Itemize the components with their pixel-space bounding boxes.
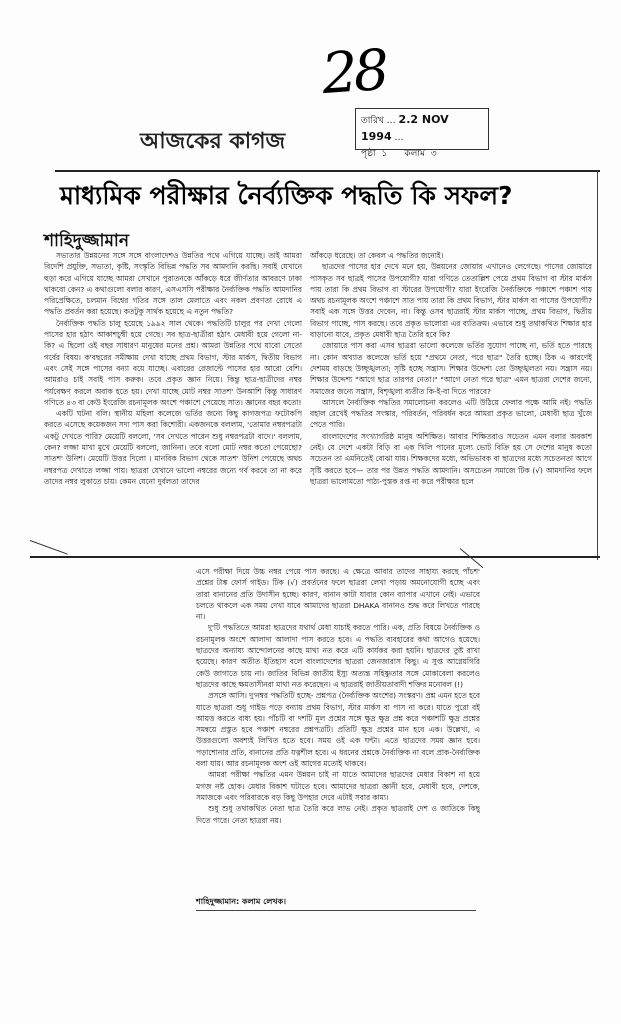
paragraph: প্রসঙ্গে আসি। দু'নম্বর পদ্ধতিটি হচ্ছে- প্রশ্নপত্র (নৈর্ব্যক্তিক অংশের) সংস্করণ। প্রশ্ন এমন হতে হবে যাতে ছাত্ররা শুধু গাইড পড়ে বন্যায় প্রথম বিভাগ, স্টার মার্কস বা পাস না করে। যাতে পুরো বই আয়ত্ত করতে বাধ্য হয়। পাঁচটি বা দশটি মূল প্রশ্নের সঙ্গে ক্ষুদ্র ক্ষুদ্র প্রশ্ন করে পঞ্চাশটি ক্ষুদ্র প্রশ্নের সমন্বয়ে প্রস্তুত হবে পঞ্চাশ নম্বরের প্রশ্নপত্রটি। প্রতিটি ক্ষুদ্র প্রশ্নের মান হবে এক। উল্লেখ্য, এ উত্তরগুলো অবশ্যই লিখিত হতে হবে। সময় ওই এক ঘন্টা। এতে ছাত্রদের সময় জ্ঞান হবে। পড়াশোনার প্রতি, বানানের প্রতি যত্নশীল হবে। এ ধরনের প্রশ্নকে নৈর্ব্যক্তিক না বলে প্রাক-নৈর্ব্যক্তিক বলা যায়। আর রচনামূলক অংশ ওই আগের মতোই থাকবে। (196, 691, 480, 769)
paragraph: আসলে নৈর্ব্যক্তিক পদ্ধতির সমালোচনা করলেও এটি উঠিয়ে ফেলার পক্ষে আমি নই। পদ্ধতি বহাল রেখেই পদ্ধতির সংস্কার, পরিবর্তন, পরিবর্ধন করে আমরা প্রকৃত ভালো, মেধাবী ছাত্র খুঁজে পেতে পারি। (310, 397, 592, 430)
article-byline: শাহিদুজ্জামান (44, 231, 130, 251)
paragraph: এসে পরীক্ষা দিয়ে উচ্চ নম্বর পেয়ে পাস করছে। এ ক্ষেত্রে আবার তাদের সাহায্য করছে পাঁচশ' প্রশ্নের টাঙ্ক ফোর্স গাইড। টিক (√) প্রবর্তনের ফলে ছাত্ররা লেখা পড়ায় অমনোযোগী হচ্ছে এবং তারা বানানের প্রতি উদাসীন হচ্ছে। কারণ, বানান কাটা যাবার কোন ব্যাপার এখানে নেই। এভাবে চলতে থাকলে এক সময় দেখা যাবে আমাদের ছাত্ররা DHAKA বানানও শুদ্ধ করে লিখতে পারছে না। (196, 567, 480, 622)
stamp-page-label: পৃষ্ঠা (361, 149, 376, 159)
article-continuation-column (196, 566, 480, 894)
stamp-date: 2.2 NOV 1994 (361, 113, 449, 143)
paragraph: আমরা পরীক্ষা পদ্ধতির এমন উন্নয়ন চাই না যাতে আমাদের ছাত্রদের মেধার বিকাশ না হয়ে মগজ নষ্ট হোক। মেধার বিকাশ ঘটাতে হবে। আমাদের ছাত্ররা জ্ঞানী হবে, মেধাবী হবে, দেশকে, সমাজকে এবং পরিবারকে বড় কিছু উপহার দেবে এটাই সবার কাম্য। (196, 770, 480, 802)
article-column-left (44, 250, 302, 550)
section-divider-rule (30, 556, 600, 558)
newspaper-masthead: আজকের কাগজ (140, 129, 286, 154)
paragraph: জোয়ারে পাস করা এসব ছাত্ররা ভালো কলেজে ভর্তির সুযোগ পাচ্ছে না, ভর্তি হতে পারছে না। কোন অখ্যাত কলেজে ভর্তি হয়ে "প্রথমে নেতা, পরে ছাত্র" তৈরি হচ্ছে। ঠিক এ কারণেই দেশময় বাড়ছে উচ্ছৃঙ্খলতা; সৃষ্টি হচ্ছে সন্ত্রাস। শিক্ষার উদ্দেশ্য তো উচ্ছৃঙ্খলতা নয়। সন্ত্রাস নয়। শিক্ষার উদ্দেশ্য "আগে ছাত্র তারপর নেতা।" "আগে নেতা পরে ছাত্র" এমন ছাত্ররা দেশের জন্যে, সমাজের জন্যে সন্ত্রাস, বিশৃঙ্খলা ব্যতীত কি-ই-বা দিতে পারবে? (310, 341, 592, 396)
paragraph: বাংলাদেশের সংখ্যাগরিষ্ঠ মানুষ অশিক্ষিত। আবার শিক্ষিতরাও সচেতন এমন বলার অবকাশ নেই। যে দেশে একটা বিড়ি বা এক খিলি পানের মূল্যে ভোট বিক্রি হয় সে দেশের মানুষ কতো সচেতন তা এমনিতেই বোঝা যায়। শিক্ষকদের মধ্যে, অভিভাবক বা ছাত্রদের মধ্যে সচেতনতা আগে সৃষ্টি করতে হবে— তার পর উন্নত পদ্ধতি আমদানি। অসচেতন সমাজে টিক (√) আমদানির ফলে ছাত্ররা ভালোমতো পাঠ্য-পুস্তক রপ্ত না করে পরীক্ষার হলে (310, 431, 592, 486)
article-column-right (310, 250, 592, 550)
end-rule (196, 910, 476, 911)
stamp-page-value: ১ (381, 149, 388, 159)
paragraph: শুধু শুধু তথাকথিত নেতা ছাত্র তৈরি করে লাভ নেই। প্রকৃত ছাত্ররাই দেশ ও জাতিকে কিছু দিতে পারে। নেতা ছাত্ররা নয়। (196, 804, 480, 825)
paragraph: আঁকড়ে ধরেছে। তা কেবল এ পদ্ধতির জন্যেই। (310, 251, 444, 260)
paragraph: দু'টি পদ্ধতিতে আমরা ছাত্রদের যথার্থ মেধা যাচাই করতে পারি। এক, প্রতি বিষয়ে নৈর্ব্যক্তিক ও রচনামূলক অংশে আলাদা আলাদা পাস করতে হবে। এ পদ্ধতি ব্যবহারের কথা আগেও হয়েছে। ছাত্রদের অন্যায্য আন্দোলনের কাছে মাথা নত করে এটি কার্যকর করা হয়নি। ছাত্রদের তুষ্ট রাখা হয়েছে। কারণ অতীত ইতিহাস বলে বাংলাদেশের ছাত্ররা জেনজারাস কিছু। এ সুপ্ত আগ্নেয়গিরি কেউ জাগাতে চায় না। জাতির বিভিন্ন জাতীয় ইস্যু অত্যন্ত সহিষ্ণুতার সঙ্গে মোকাবেলা করলেও ছাত্রদের কাছে ক্ষমতাসীনরা মাথা নত করেছেন। এ ছাত্ররাই জাতীয়তাবাদী শক্তির মনোবল (!) (196, 623, 480, 689)
paragraph: সভ্যতার উন্নয়নের সঙ্গে সঙ্গে বাংলাদেশও উন্নতির পথে এগিয়ে যাচ্ছে। তাই আমরা বিদেশি প্রযুক্তি, সভ্যতা, কৃষ্টি, সংস্কৃতি বিভিন্ন পদ্ধতি সব আমদানি করছি। সবাই যেখানে হুড়া করে এগিয়ে যাচ্ছে আমরা সেখানে পুরাতনকে আঁকড়ে ধরে জীর্ণতার আবরণে ঢাকা থাকবো কেন? এ কথাগুলো বলার কারণ, এসএসসি পরীক্ষার নৈর্ব্যক্তিক পদ্ধতি আমদানির পরিপ্রেক্ষিতে, চলমান বিশ্বের গতির সঙ্গে তাল মেলাতে এবং নকল প্রবণতা রোধে এ পদ্ধতি প্রবর্তন করা হয়েছে। কতটুকু সার্থক হয়েছে এ নতুন পদ্ধতি? (44, 251, 302, 317)
stamp-date-label: তারিখ (361, 116, 384, 126)
archive-date-stamp: তারিখ … 2.2 NOV 1994 … পৃষ্ঠা ১ কলাম ৩ (355, 108, 489, 150)
right-border-rule (597, 170, 598, 560)
handwritten-page-number: 28 (319, 37, 388, 108)
top-rule (55, 170, 600, 172)
author-signature-line: শাহিদুজ্জামান: কলাম লেখক। (196, 897, 287, 906)
stamp-column-label: কলাম (404, 149, 425, 159)
article-headline: মাধ্যমিক পরীক্ষার নৈর্ব্যক্তিক পদ্ধতি কি সফল? (60, 181, 513, 210)
paragraph: একটি ঘটনা বলি। স্থানীয় মহিলা কলেজে ভর্তির জন্যে কিছু কাগজপত্র ফটোকপি করতে এসেছে কয়েকজন সদ্য পাস করা কিশোরী। একজনকে বললাম, 'তোমার নম্বরপত্রটা একটু দেখতে পারি? মেয়েটি বললো, 'সব দেখতে পারেন শুধু নম্বরপত্রটা বাদে।' বললাম, কেন? লজ্জা মাখা মুখে মেয়েটি বললো, জানিনা। তবে বলো মোট নম্বর কতো পেয়েছো? সাতশ' উনিশ। মেয়েটি উত্তর দিলো । মানবিক বিভাগ থেকে সাতশ' উনিশ পেয়েছে অথচ নম্বরপত্র দেখাতে লজ্জা পায়। ছাত্ররা যেখানে ভালো নম্বরের জন্যে গর্ব করবে তা না করে তাদের নম্বর লুকাতে চায়। কেমন যেনো দুর্বলতা তাদের (44, 409, 302, 486)
paragraph: নৈর্ব্যক্তিক পদ্ধতি চালু হয়েছে ১৯৯২ সাল থেকে। পদ্ধতিটি চালুর পর দেখা গেলো পাসের হার হঠাৎ আকাশচুম্বী হয়ে গেছে। সব ছাত্র-ছাত্রীরা হঠাৎ মেধাবী হয়ে গেলো না-কি? এ ছিলো ওই বছর সাধারণ মানুষের মনের প্রশ্ন। আমরা উন্নতির পথে যাবো সেতো গর্বের বিষয়। ক'বছরের সমীক্ষায় দেখা যাচ্ছে প্রথম বিভাগ, স্টার মার্কস, দ্বিতীয় বিভাগ এবং সেই সঙ্গে পাসের বন্যা বয়ে যাচ্ছে। এবারের রেজাল্টে পাসের হার আরো বেশি। আমরাও চাই সবাই পাস করুক। তবে প্রকৃত জ্ঞান নিয়ে। কিন্তু ছাত্র-ছাত্রীদের নম্বর পর্যবেক্ষণ করলে অবাক হতে হয়। দেখা যাচ্ছে মোট নম্বর সাতশ' উনআশি কিন্তু সাধারণ গণিতে ৪৩ বা কেউ ইংরেজি রচনামূলক অংশে পঞ্চাশে পেয়েছে সাত। জ্ঞানের বহর কতো! (44, 318, 302, 407)
stamp-column-value: ৩ (430, 149, 437, 159)
paragraph: ছাত্রদের পাসের হার দেখে মনে হয়, উন্নয়নের জোয়ার এখানেও লেগেছে। পাসের জোয়ারে পাসকৃত সব ছাত্রই পাসের উপযোগী? যারা গণিতে তেতাল্লিশ পেয়ে প্রথম বিভাগ বা স্টার মার্কস পায় তারা কি প্রথম বিভাগ বা স্টারের উপযোগী? যারা ইংরেজি নৈর্ব্যক্তিকে পঞ্চাশে পঞ্চাশ পায় অথচ রচনামূলক অংশে পঞ্চাশে সাত পায় তারা কি প্রথম বিভাগ, স্টার মার্কস বা পাসের উপযোগী? সবাই এক সঙ্গে উত্তর দেবেন, না। কিন্তু ওসব ছাত্ররাই স্টার মার্কস পাচ্ছে, প্রথম বিভাগ, দ্বিতীয় বিভাগ পাচ্ছে, পাস করছে। তবে প্রকৃত ভালোরা এর ব্যতিক্রম। এভাবে শুধু তথাকথিত শিক্ষার হার বাড়ানো যাবে, প্রকৃত মেধাবী ছাত্র তৈরি হবে কি? (310, 262, 592, 340)
